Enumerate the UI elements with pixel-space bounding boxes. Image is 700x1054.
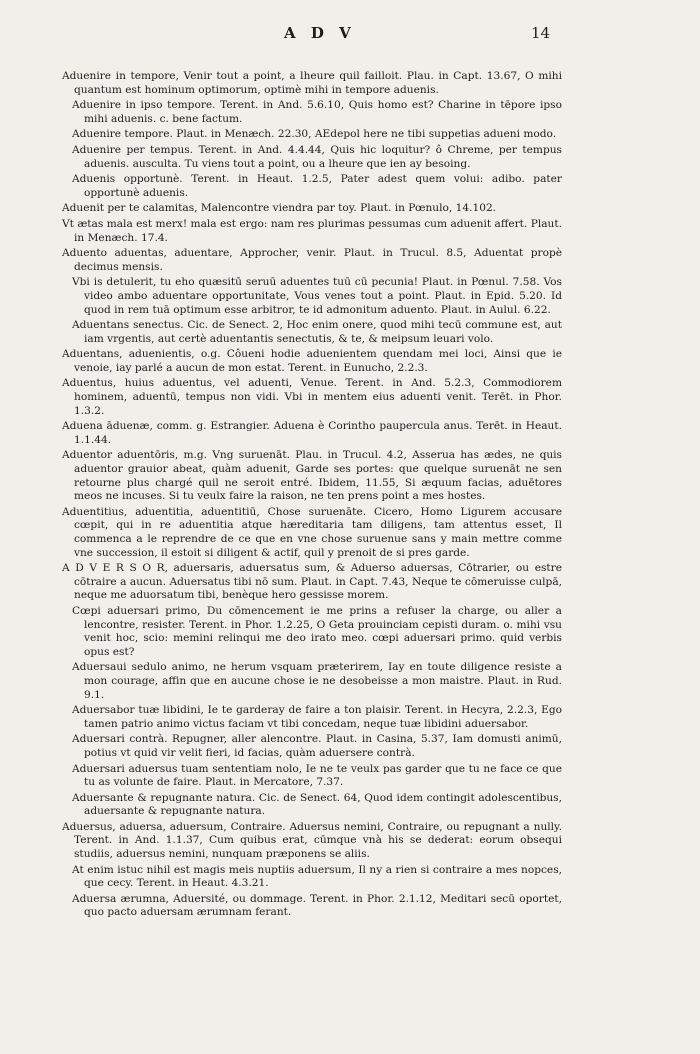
dictionary-entry: Aduersari contrà. Repugner, aller alencontre. Plaut. in Casina, 5.37, Iam domusti animū, potius vt quid vir velit fieri, id facias, quàm aduersere contrà.	[72, 733, 562, 759]
dictionary-entry: Vt ætas mala est merx! mala est ergo: nam res plurimas pessumas cum aduenit affert. Plaut. in Menæch. 17.4.	[62, 217, 562, 244]
dictionary-entry: Aduentitius, aduentitia, aduentitiū, Chose suruenāte. Cicero, Homo Ligurem accusare cœpit, qui in re aduentitia atque hæreditaria tam diligens, tam attentus esset, Il commenca a le reprendre de ce que en vne chose suruenue sans y main mettre comme vne succession, il estoit si diligent & actif, quil y prenoit de si pres garde.	[62, 505, 562, 559]
dictionary-entry: Aduentus, huius aduentus, vel aduenti, Venue. Terent. in And. 5.2.3, Commodiorem hominem, aduentū, tempus non vidi. Vbi in mentem eius aduenti venit. Terēt. in Phor. 1.3.2.	[62, 377, 562, 417]
dictionary-entry: Aduersus, aduersa, aduersum, Contraire. Aduersus nemini, Contraire, ou repugnant a nully. Terent. in And. 1.1.37, Cum quibus erat, cūmque vnà his se dederat: eorum obsequi studiis, aduersus nemini, nunquam præponens se aliis.	[62, 820, 562, 861]
dictionary-entry: Aduersari aduersus tuam sententiam nolo, Ie ne te veulx pas garder que tu ne face ce que tu as volunte de faire. Plaut. in Mercatore, 7.37.	[72, 762, 562, 789]
dictionary-entry: Aduena āduenæ, comm. g. Estrangier. Aduena è Corintho paupercula anus. Terēt. in Heaut. 1.1.44.	[62, 420, 562, 446]
dictionary-entry: Aduenit per te calamitas, Malencontre viendra par toy. Plaut. in Pœnulo, 14.102.	[62, 202, 497, 215]
dictionary-entry: Aduentans senectus. Cic. de Senect. 2, Hoc enim onere, quod mihi tecū commune est, aut iam vrgentis, aut certè aduentantis senectutis, & te, & meipsum leuari volo.	[72, 319, 562, 345]
dictionary-entry: Aduentor aduentōris, m.g. Vng suruenāt. Plau. in Trucul. 4.2, Asserua has ædes, ne quis aduentor grauior abeat, quàm aduenit, Garde ses portes: que quelque suruenāt ne sen retourne plus chargé quil ne seroit entré. Ibidem, 11.55, Si æquum facias, aduētores meos ne incuses. Si tu veulx faire la raison, ne ten prens point a mes hostes.	[62, 449, 562, 503]
dictionary-entry: Aduersante & repugnante natura. Cic. de Senect. 64, Quod idem contingit adolescentibus, aduersante & repugnante natura.	[72, 791, 562, 818]
dictionary-entry: Aduenire in tempore, Venir tout a point, a lheure quil failloit. Plau. in Capt. 13.67, O mihi quantum est hominum optimorum, optimè mihi in tempore aduenis.	[62, 70, 562, 96]
dictionary-entry: Aduentans, aduenientis, o.g. Côueni hodie aduenientem quendam mei loci, Ainsi que ie venoie, iay parlé a aucun de mon estat. Terent. in Eunucho, 2.2.3.	[62, 348, 562, 374]
dictionary-entry: Aduenire tempore. Plaut. in Menæch. 22.30, AEdepol here ne tibi suppetias adueni modo.	[72, 128, 557, 141]
dictionary-entry: Aduersaui sedulo animo, ne herum vsquam præterirem, Iay en toute diligence resiste a mon courage, affin que en aucune chose ie ne desobeisse a mon maistre. Plaut. in Rud. 9.1.	[72, 661, 562, 701]
dictionary-entry: Aduento aduentas, aduentare, Approcher, venir. Plaut. in Trucul. 8.5, Aduentat propè decimus mensis.	[62, 247, 562, 273]
dictionary-entry: Aduenire per tempus. Terent. in And. 4.4.44, Quis hic loquitur? ô Chreme, per tempus aduenis. ausculta. Tu viens tout a point, ou a lheure que ien ay besoing.	[72, 143, 562, 170]
dictionary-entry: At enim istuc nihil est magis meis nuptiis aduersum, Il ny a rien si contraire a mes nopces, que cecy. Terent. in Heaut. 4.3.21.	[72, 863, 562, 890]
dictionary-entry: Cœpi aduersari primo, Du cōmencement ie me prins a refuser la charge, ou aller a lencontre, resister. Terent. in Phor. 1.2.25, O Geta prouinciam cepisti duram. o. mihi vsu venit hoc, scio: memini relinqui me deo irato meo. cœpi aduersari primo. quid verbis opus est?	[72, 604, 562, 658]
dictionary-entry: Aduenis opportunè. Terent. in Heaut. 1.2.5, Pater adest quem volui: adibo. pater opportunè aduenis.	[72, 173, 562, 199]
page-header	[0, 14, 700, 54]
dictionary-entries	[62, 70, 562, 922]
running-head: A D V	[284, 24, 356, 42]
dictionary-entry: Aduersa ærumna, Aduersité, ou dommage. Terent. in Phor. 2.1.12, Meditari secū oportet, quo pacto aduersam ærumnam ferant.	[72, 892, 562, 919]
dictionary-entry: Vbi is detulerit, tu eho quæsitū seruū aduentes tuū cū pecunia! Plaut. in Pœnul. 7.58. Vos video ambo aduentare opportunitate, Vous venes tout a point. Plaut. in Epid. 5.20. Id quod in rem tuā optimum esse arbitror, te id admonitum aduento. Plaut. in Aulul. 6.22.	[72, 276, 562, 316]
dictionary-entry: Aduenire in ipso tempore. Terent. in And. 5.6.10, Quis homo est? Charine in tēpore ipso mihi aduenis. c. bene factum.	[72, 99, 562, 125]
dictionary-entry: A D V E R S O R, aduersaris, aduersatus sum, & Aduerso aduersas, Cōtrarier, ou estre cōtraire a aucun. Aduersatus tibi nō sum. Plaut. in Capt. 7.43, Neque te cōmeruisse culpā, neque me aduorsatum tibi, benèque hero gessisse morem.	[62, 562, 562, 602]
dictionary-entry: Aduersabor tuæ libidini, Ie te garderay de faire a ton plaisir. Terent. in Hecyra, 2.2.3, Ego tamen patrio animo victus faciam vt tibi concedam, neque tuæ libidini aduersabor.	[72, 704, 562, 730]
page-number: 14	[531, 24, 551, 42]
